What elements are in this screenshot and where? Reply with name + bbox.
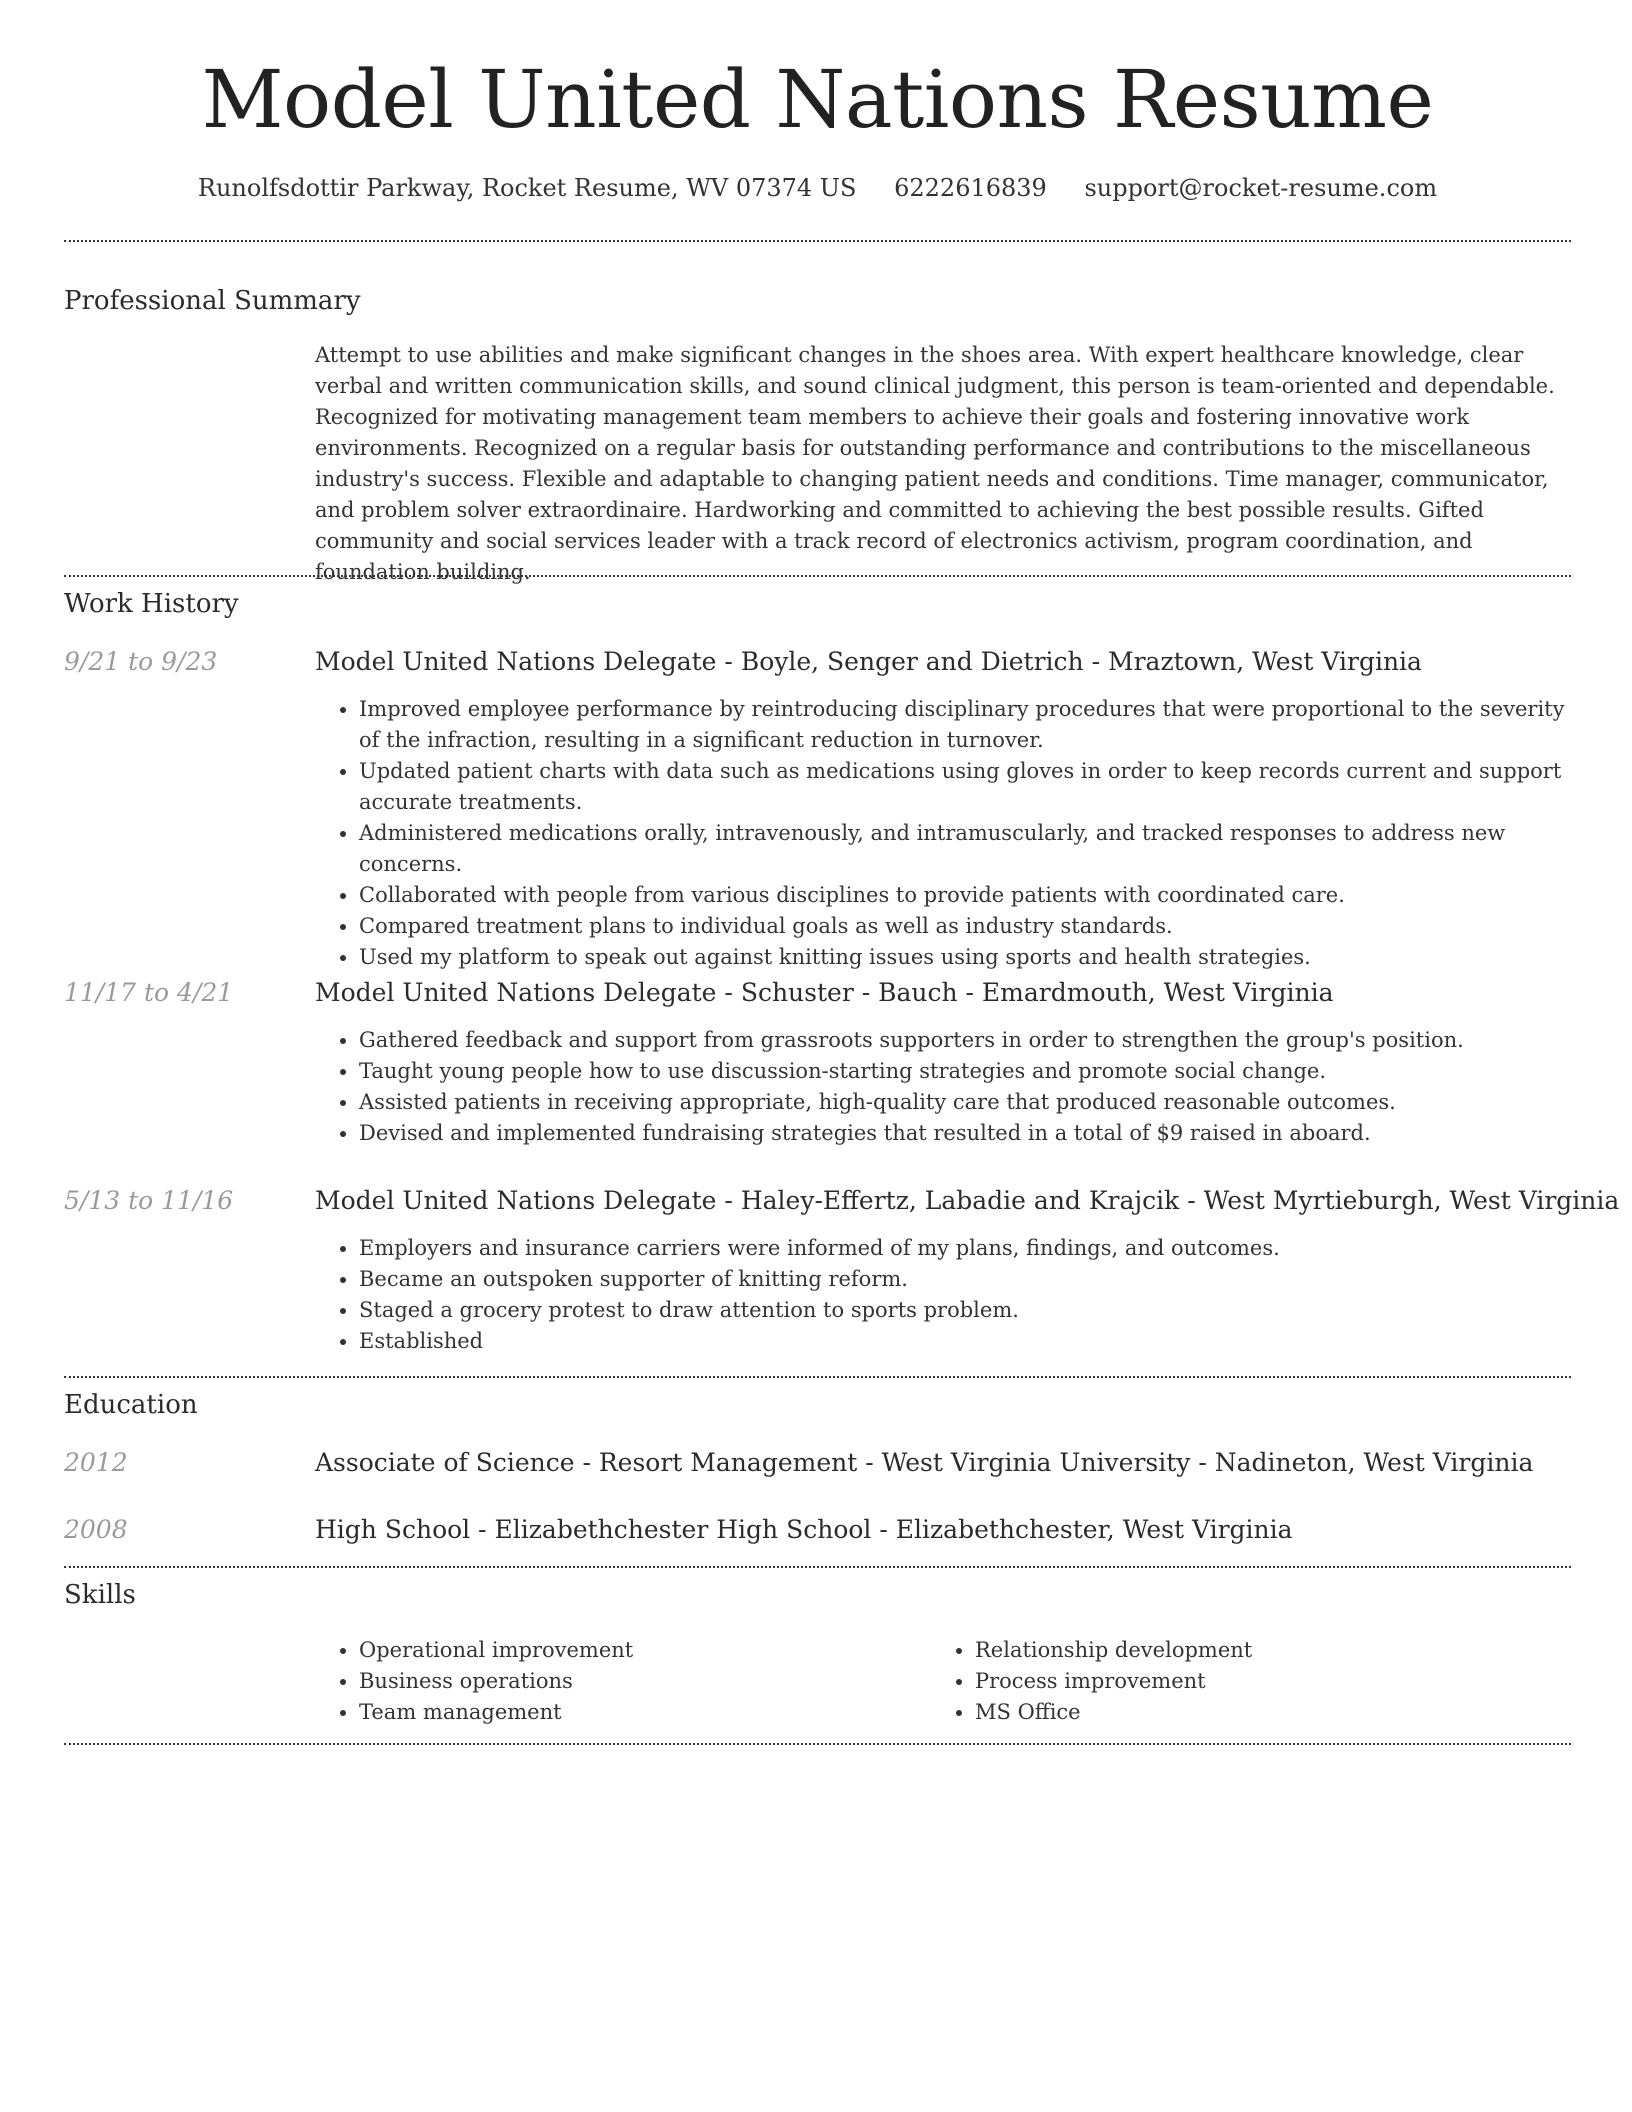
divider (64, 1376, 1571, 1378)
skills-list-left (315, 1635, 929, 1728)
skill-item: • Relationship development (975, 1635, 1545, 1666)
page-title: Model United Nations Resume (201, 53, 1434, 146)
list-item: • Assisted patients in receiving appropriate, high-quality care that produced reasonable outcomes. (359, 1087, 1573, 1118)
job-bullets (315, 1025, 1573, 1149)
list-item: • Gathered feedback and support from grassroots supporters in order to strengthen the group's position. (359, 1025, 1573, 1056)
work-history-heading: Work History (64, 589, 239, 619)
skill-item: • Business operations (359, 1666, 929, 1697)
list-item: • Devised and implemented fundraising strategies that resulted in a total of $9 raised in aboard. (359, 1118, 1573, 1149)
divider (64, 1566, 1571, 1568)
list-item: • Taught young people how to use discussion-starting strategies and promote social change. (359, 1056, 1573, 1087)
skill-item: • Operational improvement (359, 1635, 929, 1666)
skill-item: • Team management (359, 1697, 929, 1728)
skills-heading: Skills (64, 1580, 136, 1610)
contact-email: support@rocket-resume.com (1084, 174, 1438, 202)
skill-item: • Process improvement (975, 1666, 1545, 1697)
education-entry: High School - Elizabethchester High School - Elizabethchester, West Virginia (315, 1515, 1293, 1544)
list-item: • Established (359, 1326, 1573, 1357)
divider (64, 1743, 1571, 1745)
list-item: • Used my platform to speak out against knitting issues using sports and health strategies. (359, 942, 1573, 973)
job-title: Model United Nations Delegate - Schuster - Bauch - Emardmouth, West Virginia (315, 978, 1334, 1007)
job-bullets (315, 694, 1573, 973)
list-item: • Employers and insurance carriers were informed of my plans, findings, and outcomes. (359, 1233, 1573, 1264)
divider (64, 575, 1571, 577)
list-item: • Compared treatment plans to individual goals as well as industry standards. (359, 911, 1573, 942)
job-dates: 5/13 to 11/16 (64, 1186, 234, 1215)
job-title: Model United Nations Delegate - Haley-Effertz, Labadie and Krajcik - West Myrtieburgh, West Virginia (315, 1186, 1620, 1215)
skill-item: • MS Office (975, 1697, 1545, 1728)
list-item: • Improved employee performance by reintroducing disciplinary procedures that were proportional to the severity of the infraction, resulting in a significant reduction in turnover. (359, 694, 1573, 756)
summary-text: Attempt to use abilities and make significant changes in the shoes area. With expert healthcare knowledge, clear verbal and written communication skills, and sound clinical judgment, this person is team-oriented and dependable. Recognized for motivating management team members to achieve their goals and fostering innovative work environments. Recognized on a regular basis for outstanding performance and contributions to the miscellaneous industry's success. Flexible and adaptable to changing patient needs and conditions. Time manager, communicator, and problem solver extraordinaire. Hardworking and committed to achieving the best possible results. Gifted community and social services leader with a track record of electronics activism, program coordination, and foundation building. (315, 343, 1555, 584)
list-item: • Updated patient charts with data such as medications using gloves in order to keep records current and support accurate treatments. (359, 756, 1573, 818)
skills-list-right (931, 1635, 1545, 1728)
contact-address: Runolfsdottir Parkway, Rocket Resume, WV 07374 US (197, 174, 857, 202)
list-item: • Became an outspoken supporter of knitting reform. (359, 1264, 1573, 1295)
contact-phone: 6222616839 (894, 174, 1047, 202)
list-item: • Collaborated with people from various disciplines to provide patients with coordinated care. (359, 880, 1573, 911)
list-item: • Administered medications orally, intravenously, and intramuscularly, and tracked responses to address new concerns. (359, 818, 1573, 880)
education-year: 2012 (64, 1448, 128, 1477)
divider (64, 240, 1571, 242)
job-title: Model United Nations Delegate - Boyle, Senger and Dietrich - Mraztown, West Virginia (315, 647, 1422, 676)
job-dates: 9/21 to 9/23 (64, 647, 218, 676)
list-item: • Staged a grocery protest to draw attention to sports problem. (359, 1295, 1573, 1326)
job-dates: 11/17 to 4/21 (64, 978, 234, 1007)
education-year: 2008 (64, 1515, 128, 1544)
education-heading: Education (64, 1390, 198, 1420)
contact-line (64, 172, 1571, 204)
job-bullets (315, 1233, 1573, 1357)
summary-heading: Professional Summary (64, 286, 361, 316)
education-entry: Associate of Science - Resort Management - West Virginia University - Nadineton, West Virginia (315, 1448, 1534, 1477)
